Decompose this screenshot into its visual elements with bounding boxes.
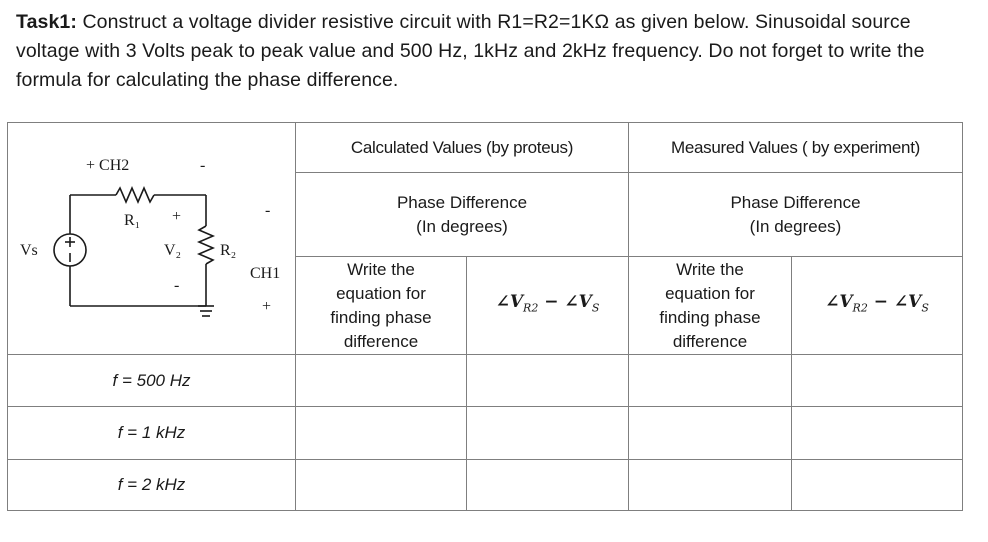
task-text: Construct a voltage divider resistive circuit with R1=R2=1KΩ as given below. Sinusoidal source voltage with 3 Volts peak to peak value and 500 Hz, 1kHz and 2kHz frequency. Do not forget to write the formula for calculating the phase difference.	[16, 11, 925, 91]
calc-eq-cell[interactable]	[296, 460, 467, 511]
eq-line: finding phase	[659, 307, 761, 327]
meas-equation-prompt	[629, 257, 792, 355]
formula-sub-r2: R2	[523, 301, 539, 315]
meas-eq-cell[interactable]	[629, 355, 792, 407]
task-description	[16, 8, 976, 95]
eq-line: equation for	[665, 283, 755, 303]
formula-sub-r2: R2	[852, 301, 868, 315]
eq-line: Write the	[676, 259, 744, 279]
calc-eq-cell[interactable]	[296, 355, 467, 407]
formula-minus-angle-v: − ∠V	[538, 292, 592, 313]
r1-plus: +	[172, 208, 182, 225]
meas-eq-cell[interactable]	[629, 407, 792, 460]
results-table	[7, 122, 963, 511]
v2-label: V₂	[164, 242, 182, 259]
table-row	[8, 407, 963, 460]
calc-value-cell[interactable]	[467, 407, 629, 460]
ch1-label: CH1	[250, 265, 281, 282]
eq-line: difference	[343, 331, 419, 351]
formula-angle-v: ∠V	[825, 292, 853, 313]
eq-line: difference	[672, 331, 748, 351]
meas-formula	[792, 257, 963, 355]
v2-minus: -	[174, 277, 180, 294]
vs-label: Vs	[20, 242, 38, 259]
eq-line: finding phase	[330, 307, 432, 327]
ch2-label: + CH2	[86, 157, 130, 174]
r2-label: R₂	[220, 242, 237, 259]
phase-diff-unit: (In degrees)	[749, 216, 842, 236]
freq-label: f = 2 kHz	[8, 460, 296, 511]
table-row	[8, 355, 963, 407]
voltage-divider-circuit	[8, 123, 296, 355]
formula-minus-angle-v: − ∠V	[867, 292, 922, 313]
eq-line: equation for	[336, 283, 426, 303]
circuit-diagram-cell	[8, 123, 296, 355]
phase-diff-title: Phase Difference	[396, 192, 528, 212]
freq-label: f = 500 Hz	[8, 355, 296, 407]
meas-phase-difference	[629, 173, 963, 257]
meas-value-cell[interactable]	[792, 460, 963, 511]
phase-diff-unit: (In degrees)	[416, 216, 508, 236]
table-row	[8, 460, 963, 511]
calc-phase-difference	[296, 173, 629, 257]
formula-sub-s: S	[921, 301, 929, 315]
meas-value-cell[interactable]	[792, 407, 963, 460]
meas-eq-cell[interactable]	[629, 460, 792, 511]
calc-equation-prompt	[296, 257, 467, 355]
calc-formula	[467, 257, 629, 355]
measured-header: Measured Values ( by experiment)	[629, 123, 963, 173]
task-label: Task1:	[16, 11, 77, 33]
formula-sub-s: S	[591, 301, 600, 315]
calc-value-cell[interactable]	[467, 355, 629, 407]
r1-label: R₁	[124, 212, 141, 229]
meas-value-cell[interactable]	[792, 355, 963, 407]
ch1-minus: -	[265, 202, 271, 219]
calc-eq-cell[interactable]	[296, 407, 467, 460]
calc-value-cell[interactable]	[467, 460, 629, 511]
phase-diff-title: Phase Difference	[730, 192, 861, 212]
freq-label: f = 1 kHz	[8, 407, 296, 460]
formula-angle-v: ∠V	[495, 292, 524, 313]
ch1-plus: +	[262, 298, 272, 315]
calculated-header: Calculated Values (by proteus)	[296, 123, 629, 173]
ch2-minus: -	[200, 157, 206, 174]
eq-line: Write the	[347, 259, 415, 279]
